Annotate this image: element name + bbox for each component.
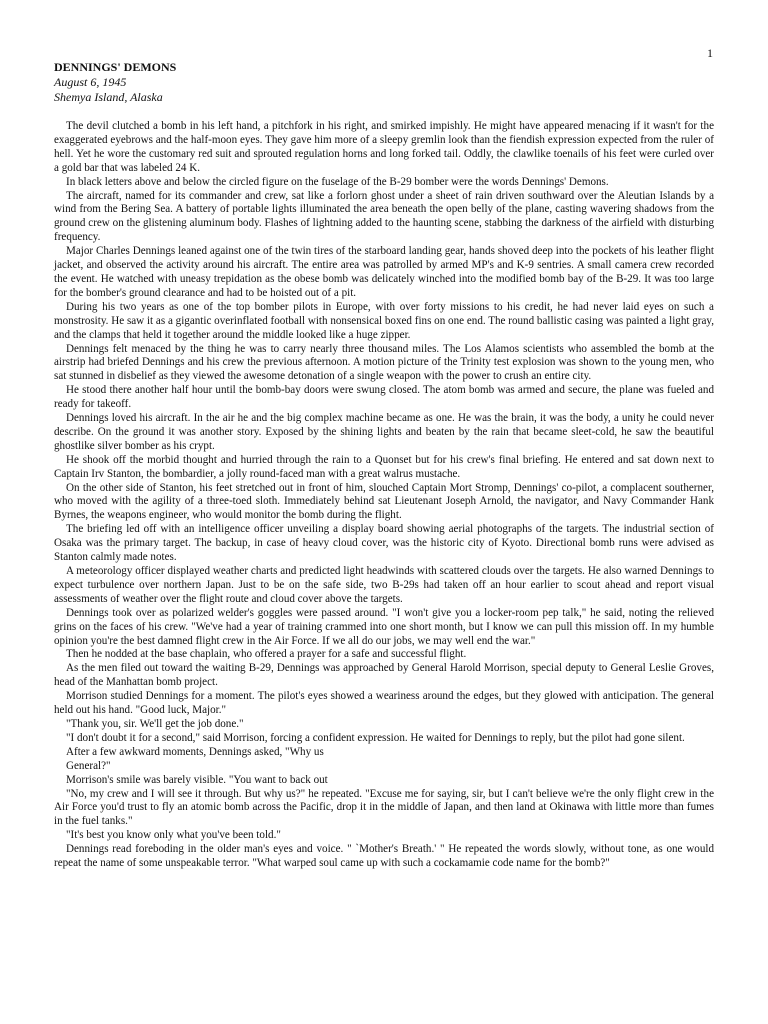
paragraph: "I don't doubt it for a second," said Morrison, forcing a confident expression. He waited for Dennings to reply, but the pilot had gone silent. <box>66 731 685 744</box>
paragraph: In black letters above and below the circled figure on the fuselage of the B-29 bomber were the words Dennings' Demons. <box>66 175 609 188</box>
paragraph: "It's best you know only what you've been told." <box>66 829 281 842</box>
paragraph: On the other side of Stanton, his feet stretched out in front of him, slouched Captain Mort Stromp, Dennings' co-pilot, a complacent southerner, who moved with the agility of a three-toed sloth. Immediately behind sat Lieutenant Joseph Arnold, the navigator, and Navy Commander Hank Byrnes, the weapons engineer, who would monitor the bomb during the flight. <box>54 481 714 522</box>
paragraph: Dennings loved his aircraft. In the air he and the big complex machine became as one. He was the brain, it was the body, a unity he could never describe. On the ground it was another story. Exposed by the shining lights and beaten by the rain that became sleet-cold, he saw the beautiful ghostlike silver bomber as his crypt. <box>54 412 714 452</box>
chapter-location: Shemya Island, Alaska <box>54 90 163 104</box>
paragraph: The aircraft, named for its commander and crew, sat like a forlorn ghost under a sheet of rain driven southward over the Aleutian Islands by a wind from the Bering Sea. A battery of portable lights illuminated the area beneath the open belly of the plane, casting wavering shadows from the ground crew on the glistening aluminum body. Flashes of lightning added to the haunting scene, stabbing the darkness of the airfield with disturbing frequency. <box>54 189 714 244</box>
paragraph: "Thank you, sir. We'll get the job done." <box>66 717 244 730</box>
paragraph: Dennings felt menaced by the thing he was to carry nearly three thousand miles. The Los Alamos scientists who assembled the bomb at the airstrip had briefed Dennings and his crew the previous afternoon. A motion picture of the Trinity test explosion was shown to the young men, who sat stunned in disbelief as they viewed the awesome detonation of a single weapon with the power to crush an entire city. <box>54 342 714 383</box>
paragraph: A meteorology officer displayed weather charts and predicted light headwinds with scattered clouds over the targets. He also warned Dennings to expect turbulence over northern Japan. Just to be on the safe side, two B-29s had taken off an hour earlier to scout ahead and report visual assessments of weather over the flight route and cloud cover above the targets. <box>54 565 714 605</box>
paragraph: "No, my crew and I will see it through. But why us?" he repeated. "Excuse me for saying, sir, but I can't believe we're the only flight crew in the Air Force you'd trust to fly an atomic bomb across the Pacific, drop it in the middle of Japan, and then land at Okinawa with little more than fumes in the fuel tanks." <box>54 787 714 828</box>
paragraph: Morrison's smile was barely visible. "You want to back out <box>66 773 328 786</box>
paragraph: The briefing led off with an intelligence officer unveiling a display board showing aerial photographs of the targets. The industrial section of Osaka was the primary target. The backup, in case of heavy cloud cover, was the historic city of Kyoto. Directional bomb runs were advised as Stanton calmly made notes. <box>54 523 714 564</box>
paragraph: During his two years as one of the top bomber pilots in Europe, with over forty missions to his credit, he had never laid eyes on such a monstrosity. He saw it as a gigantic overinflated football with nonsensical boxed fins on one end. The round ballistic casing was painted a light gray, and the clamps that held it together around the middle looked like a huge zipper. <box>54 300 714 341</box>
paragraph: General?" <box>66 759 111 772</box>
chapter-date: August 6, 1945 <box>54 75 127 89</box>
paragraph: He shook off the morbid thought and hurried through the rain to a Quonset but for his crew's final briefing. He entered and sat down next to Captain Irv Stanton, the bombardier, a jolly round-faced man with a great walrus mustache. <box>54 453 714 480</box>
paragraph: The devil clutched a bomb in his left hand, a pitchfork in his right, and smirked impishly. He might have appeared menacing if it wasn't for the exaggerated eyebrows and the half-moon eyes. They gave him more of a sleepy gremlin look than the fiendish expression expected from the ruler of hell. Yet he wore the customary red suit and sprouted regulation horns and long forked tail. Oddly, the clawlike toenails of his feet were curled over a gold bar that was labeled 24 K. <box>54 120 714 174</box>
chapter-title: DENNINGS' DEMONS <box>54 60 177 74</box>
paragraph: Then he nodded at the base chaplain, who offered a prayer for a safe and successful flight. <box>66 648 467 661</box>
paragraph: Dennings read foreboding in the older man's eyes and voice. " `Mother's Breath.' " He repeated the words slowly, without tone, as one would repeat the name of some unspeakable terror. "What warped soul came up with such a cockamamie code name for the bomb?" <box>54 843 714 870</box>
paragraph: As the men filed out toward the waiting B-29, Dennings was approached by General Harold Morrison, special deputy to General Leslie Groves, head of the Manhattan bomb project. <box>54 662 714 689</box>
paragraph: After a few awkward moments, Dennings asked, "Why us <box>66 745 324 758</box>
paragraph: Major Charles Dennings leaned against one of the twin tires of the starboard landing gear, hands shoved deep into the pockets of his leather flight jacket, and observed the activity around his aircraft. The entire area was patrolled by armed MP's and K-9 sentries. A small camera crew recorded the event. He watched with uneasy trepidation as the obese bomb was delicately winched into the modified bomb bay of the B-29. It was too large for the bomber's ground clearance and had to be hoisted out of a pit. <box>54 245 714 299</box>
paragraph: Morrison studied Dennings for a moment. The pilot's eyes showed a weariness around the edges, but they glowed with anticipation. The general held out his hand. "Good luck, Major." <box>54 690 714 717</box>
paragraph: Dennings took over as polarized welder's goggles were passed around. "I won't give you a locker-room pep talk," he said, noting the relieved grins on the faces of his crew. "We've had a year of training crammed into one short month, but I know we can pull this mission off. In my humble opinion you're the best damned flight crew in the Air Force. If we all do our jobs, we may well end the war." <box>54 606 714 647</box>
page-number: 1 <box>707 46 713 60</box>
chapter-header <box>54 60 714 105</box>
paragraph: He stood there another half hour until the bomb-bay doors were swung closed. The atom bomb was armed and secure, the plane was fueled and ready for takeoff. <box>54 384 714 411</box>
body-text <box>54 120 714 871</box>
